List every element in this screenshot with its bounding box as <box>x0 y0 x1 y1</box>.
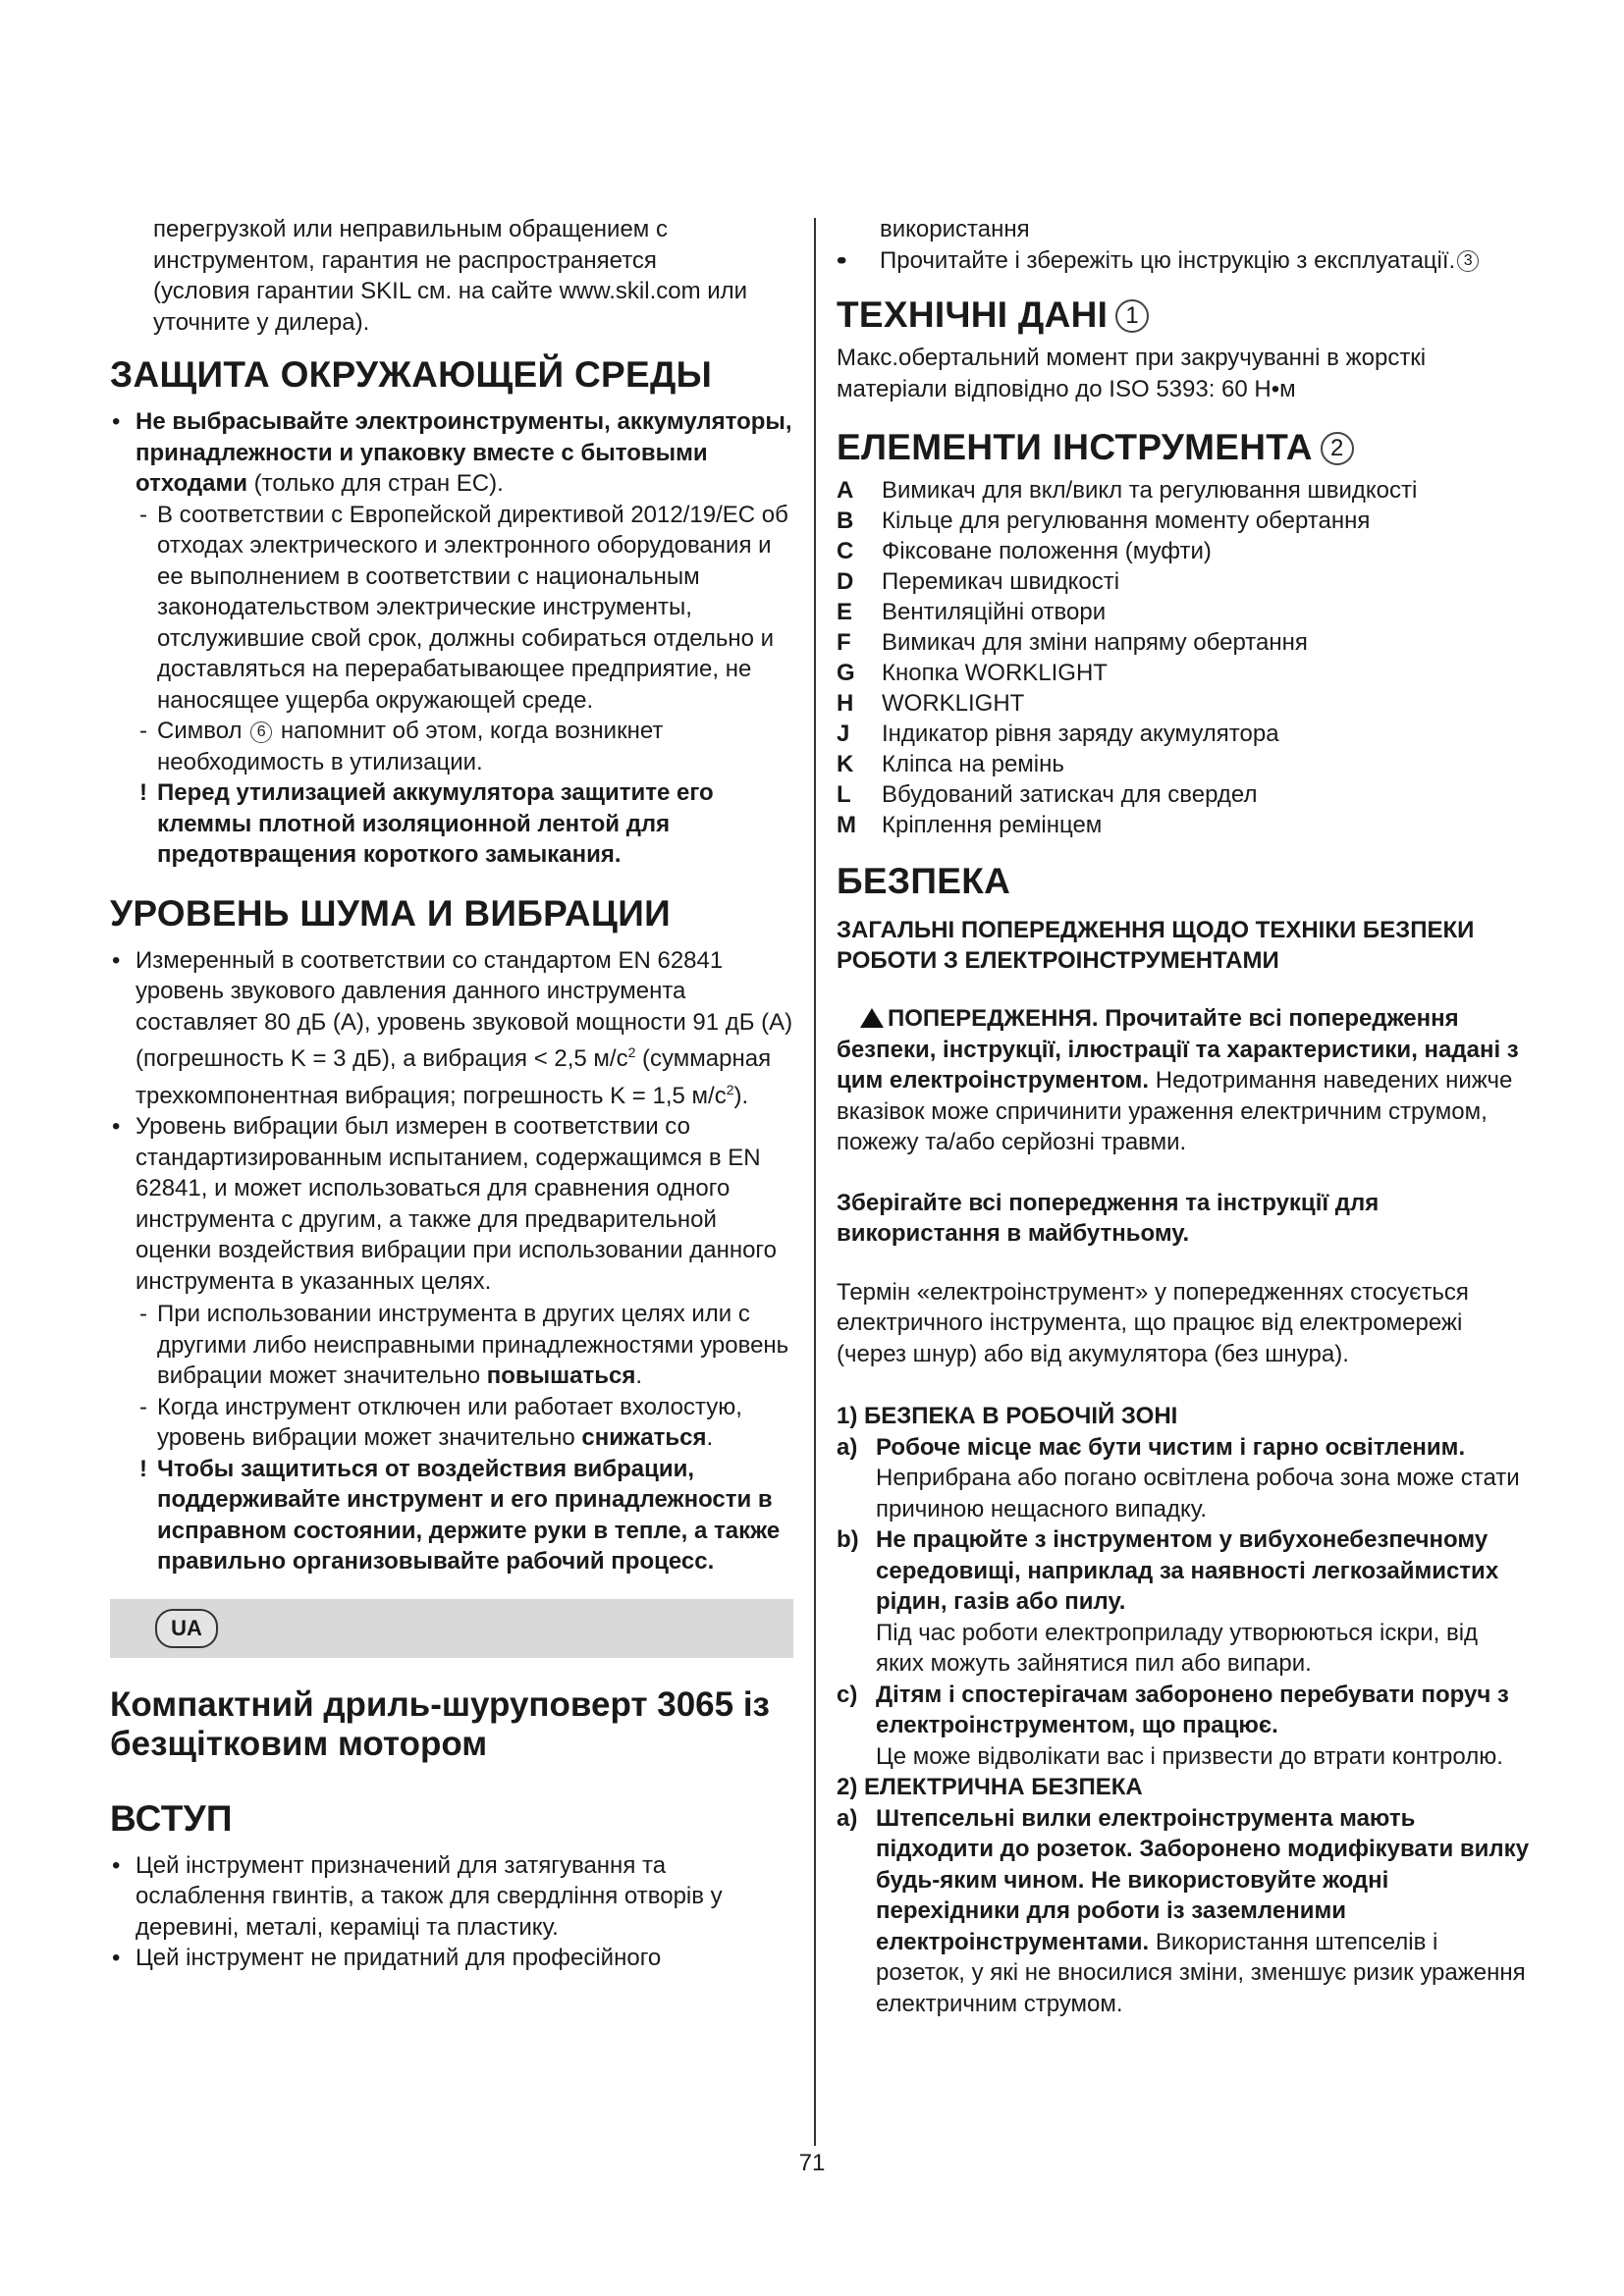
rule-1a: a) Робоче місце має бути чистим і гарно освітленим. Неприбрана або погано освітлена робоча зона може стати причиною нещасного випадку. <box>837 1433 1520 1522</box>
exclamation-icon: ! <box>139 779 147 806</box>
env-sub-directive: - В соответствии с Европейской директивой 2012/19/ЕС об отходах электрического и электронного оборудования и ее выполнением в соответствии с национальным законодательством электрические инструменты, отслужившие свой срок, должны собираться отдельно и доставляться на перерабатывающее предприятие, не наносящее ущерба окружающей среде. <box>110 500 793 717</box>
noise-warning: ! Чтобы защититься от воздействия вибрации, поддерживайте инструмент и его принадлежности в исправном состоянии, держите руки в тепле, а также правильно организовывайте рабочий процесс. <box>139 1455 781 1575</box>
list-item: A Вимикач для вкл/викл та регулювання швидкості <box>837 477 1418 504</box>
list-item: M Кріплення ремінцем <box>837 812 1103 838</box>
elements-heading: ЕЛЕМЕНТИ ІНСТРУМЕНТА 2 <box>837 426 1530 469</box>
noise-bullet-1: • Измеренный в соответствии со стандартом EN 62841 уровень звукового давления данного инструмента составляет 80 дБ (A), уровень звуковой мощности 91 дБ (A) (погрешность K = 3 дБ), а вибрация < 2,5 $м/с^2$ (суммарная трехкомпонентная вибрация; погрешность K = 1,5 $м/с^2$). <box>110 945 793 1112</box>
noise-sub-decrease: - Когда инструмент отключен или работает вхолостую, уровень вибрации может значительно снижаться. <box>110 1392 793 1454</box>
rule-1b: b) Не працюйте з інструментом у вибухонебезпечному середовищі, наприклад за наявності легкозаймистих рідин, газів або пилу. Під час роботи електроприладу утворюються іскри, від яких можуть зайнятися пил або випари. <box>837 1526 1499 1677</box>
work-area-title: 1) БЕЗПЕКА В РОБОЧІЙ ЗОНІ <box>837 1403 1178 1429</box>
text-line: уточните у дилера). <box>153 308 370 336</box>
list-item: G Кнопка WORKLIGHT <box>837 660 1108 686</box>
product-title: Компактний дриль-шуруповерт 3065 із безщітковим мотором <box>110 1684 770 1763</box>
env-bullet: • Не выбрасывайте электроинструменты, аккумуляторы, принадлежности и упаковку вместе с бытовыми отходами (только для стран ЕС). <box>110 406 793 500</box>
list-item: E Вентиляційні отвори <box>837 599 1107 625</box>
list-item: C Фіксоване положення (муфти) <box>837 538 1212 564</box>
rule-1c: c) Дітям і спостерігачам заборонено перебувати поруч з електроінструментом, що працює. Це може відволікати вас і призвести до втрати контролю. <box>837 1681 1509 1770</box>
symbol-3-icon: 3 <box>1457 250 1479 272</box>
vstup-heading: ВСТУП <box>110 1797 233 1839</box>
vstup-bullet-1: • Цей інструмент призначений для затягування та ослаблення гвинтів, а також для свердління отворів у деревині, металі, кераміці та пластику. <box>110 1850 793 1944</box>
bullet-marker: • • <box>837 246 845 274</box>
noise-heading: УРОВЕНЬ ШУМА И ВИБРАЦИИ <box>110 892 672 934</box>
symbol-6-icon: 6 <box>250 721 272 743</box>
vstup-bullet-2: • Цей інструмент не придатний для професійного <box>110 1943 793 1974</box>
list-item: D Перемикач швидкості <box>837 568 1120 595</box>
symbol-1-icon: 1 <box>1115 299 1149 333</box>
env-heading: ЗАЩИТА ОКРУЖАЮЩЕЙ СРЕДЫ <box>110 354 713 395</box>
list-item: B Кільце для регулювання моменту обертання <box>837 507 1371 534</box>
column-divider <box>814 218 816 2146</box>
electrical-title: 2) ЕЛЕКТРИЧНА БЕЗПЕКА <box>837 1774 1143 1800</box>
env-battery-warning: ! Перед утилизацией аккумулятора защитите его клеммы плотной изоляционной лентой для предотвращения короткого замыкания. <box>139 779 714 868</box>
left-column <box>110 214 793 1974</box>
safety-term: Термін «електроінструмент» у попередженнях стосується електричного інструмента, що працює від електромережі (через шнур) або від акумулятора (без шнура). <box>837 1278 1469 1367</box>
page-number: 71 <box>798 2150 826 2176</box>
continued-text: використання <box>880 216 1030 242</box>
rule-2a: a) Штепсельні вилки електроінструмента мають підходити до розеток. Заборонено модифікувати вилку будь-яким чином. Не використовуйте жодні перехідники для роботи із заземленими електроінструментами. Використання штепселів і розеток, у які не вносилися зміни, зменшує ризик ураження електричним струмом. <box>837 1804 1530 2017</box>
safety-subheading: ЗАГАЛЬНІ ПОПЕРЕДЖЕННЯ ЩОДО ТЕХНІКИ БЕЗПЕКИ РОБОТИ З ЕЛЕКТРОІНСТРУМЕНТАМИ <box>837 917 1475 974</box>
safety-warning: ПОПЕРЕДЖЕННЯ. Прочитайте всі попередження безпеки, інструкції, ілюстрації та характеристики, надані з цим електроінструментом. Недотримання наведених нижче вказівок може спричинити ураження електричним струмом, пожежу та/або серйозні травми. <box>837 1005 1519 1155</box>
read-instructions-bullet: • • Прочитайте і збережіть цю інструкцію з експлуатації. 3 <box>837 245 1530 277</box>
warranty-intro <box>110 214 793 338</box>
tech-text: Макс.обертальний момент при закручуванні в жорсткі матеріали відповідно до ISO 5393: 60 Н•м <box>837 345 1427 402</box>
tech-heading: ТЕХНІЧНІ ДАНІ 1 <box>837 294 1530 337</box>
parts-list <box>837 475 1530 840</box>
language-badge: UA <box>155 1609 218 1648</box>
text-line: (условия гарантии SKIL см. на сайте www.skil.com или <box>153 278 748 304</box>
list-item: H WORKLIGHT <box>837 690 1025 717</box>
text-line: инструментом, гарантия не распространяется <box>153 246 657 274</box>
list-item: J Індикатор рівня заряду акумулятора <box>837 721 1279 747</box>
noise-bullet-2: • Уровень вибрации был измерен в соответствии со стандартизированным испытанием, содержащимся в EN 62841, и может использоваться для сравнения одного инструмента с другим, а также для предварительной оценки воздействия вибрации при использовании данного инструмента в указанных целях. <box>110 1111 793 1297</box>
right-column <box>837 214 1530 2019</box>
list-item: F Вимикач для зміни напряму обертання <box>837 629 1308 656</box>
warning-triangle-icon <box>860 1008 884 1028</box>
safety-heading: БЕЗПЕКА <box>837 861 1011 901</box>
list-item: K Кліпса на ремінь <box>837 751 1064 777</box>
symbol-2-icon: 2 <box>1321 432 1354 465</box>
noise-sub-increase: - При использовании инструмента в других целях или с другими либо неисправными принадлежностями уровень вибрации может значительно повышаться. <box>110 1299 793 1392</box>
language-band <box>110 1599 793 1658</box>
exclamation-icon: ! <box>139 1455 147 1482</box>
env-sub-symbol: - Символ 6 напомнит об этом, когда возникнет необходимость в утилизации. <box>110 716 793 777</box>
safety-keep: Зберігайте всі попередження та інструкції для використання в майбутньому. <box>837 1189 1380 1247</box>
text-line: перегрузкой или неправильным обращением с <box>153 216 668 242</box>
list-item: L Вбудований затискач для свердел <box>837 781 1258 808</box>
